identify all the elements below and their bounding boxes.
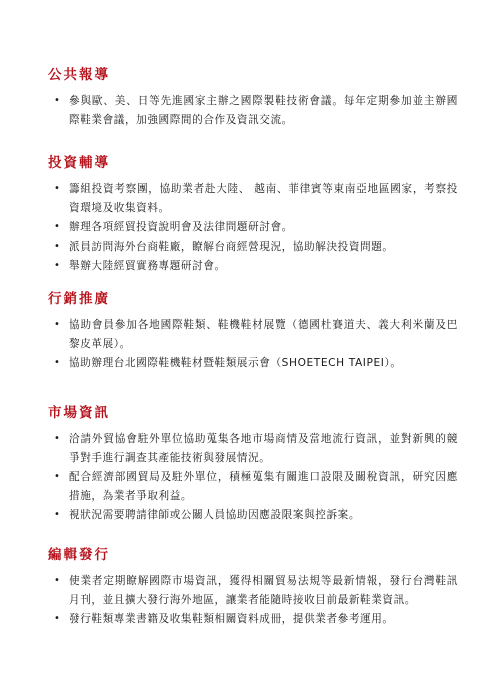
list-item: • 配合經濟部國貿局及駐外單位，積極蒐集有關進口設限及關稅資訊，研究因應措施，為業者爭取利益。 (54, 468, 458, 505)
section-editing-publishing (48, 546, 458, 630)
section-heading: 市場資訊 (48, 405, 110, 421)
list-item: • 參與歐、美、日等先進國家主辦之國際製鞋技術會議。每年定期參加並主辦國際鞋業會議，加強國際間的合作及資訊交流。 (54, 92, 458, 129)
bullet-icon: • (54, 183, 61, 194)
list-item: • 視狀況需要聘請律師或公關人員協助因應設限案與控訴案。 (54, 506, 458, 525)
bullet-icon: • (54, 319, 61, 330)
bullet-icon: • (54, 471, 61, 482)
section-marketing (48, 290, 458, 374)
bullet-icon: • (54, 240, 61, 252)
bullet-icon: • (54, 575, 61, 586)
section-heading: 投資輔導 (48, 155, 110, 171)
section-list (48, 92, 458, 129)
section-heading: 編輯發行 (48, 547, 110, 563)
list-item: • 派員訪問海外台商鞋廠，瞭解台商經營現況，協助解決投資問題。 (54, 238, 458, 257)
section-list (48, 572, 458, 629)
bullet-icon: • (54, 260, 61, 271)
section-list (48, 180, 458, 276)
list-item: • 協助會員參加各地國際鞋類、鞋機鞋材展覽（德國杜賽道夫、義大利米蘭及巴黎皮革展）。 (54, 316, 458, 353)
list-item: • 洽請外貿協會駐外單位協助蒐集各地市場商情及當地流行資訊，並對新興的競爭對手進行調查其產能技術與發展情況。 (54, 430, 458, 467)
list-item: • 發行鞋類專業書籍及收集鞋類相關資料成冊，提供業者參考運用。 (54, 610, 458, 629)
bullet-icon: • (54, 95, 61, 106)
list-item: • 辦理各項經貿投資說明會及法律問題研討會。 (54, 218, 458, 237)
bullet-icon: • (54, 433, 61, 444)
bullet-icon: • (54, 357, 61, 368)
bullet-icon: • (54, 613, 61, 624)
section-heading: 公共報導 (48, 67, 110, 83)
section-heading: 行銷推廣 (48, 291, 110, 307)
list-item: • 使業者定期瞭解國際市場資訊，獲得相關貿易法規等最新情報，發行台灣鞋訊月刊，並且擴大發行海外地區，讓業者能隨時接收目前最新鞋業資訊。 (54, 572, 458, 609)
list-item: • 舉辦大陸經貿實務專題研討會。 (54, 257, 458, 276)
list-item: • 籌組投資考察團，協助業者赴大陸、 越南、菲律賓等東南亞地區國家，考察投資環境及收集資料。 (54, 180, 458, 217)
section-market-info (48, 404, 458, 526)
section-investment-guidance (48, 154, 458, 277)
list-item: • 協助辦理台北國際鞋機鞋材暨鞋類展示會（SHOETECH TAIPEI）。 (54, 354, 458, 373)
section-list (48, 316, 458, 373)
section-public-reporting (48, 66, 458, 130)
section-list (48, 430, 458, 525)
bullet-icon: • (54, 509, 61, 520)
bullet-icon: • (54, 221, 61, 232)
